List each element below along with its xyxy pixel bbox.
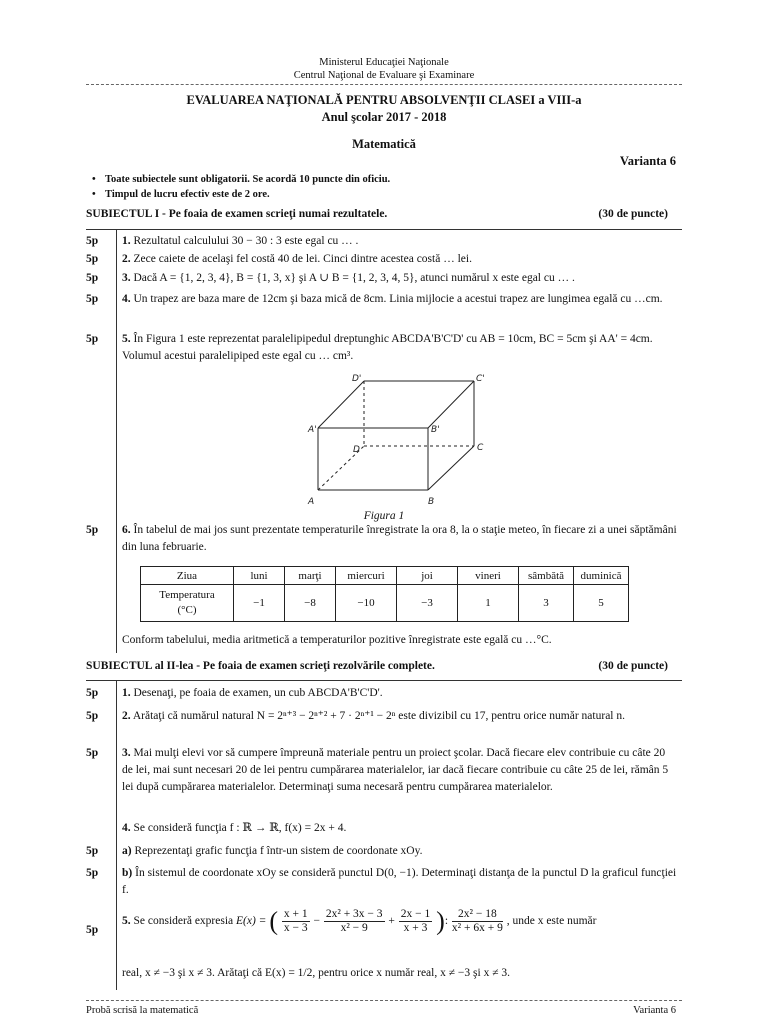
- close-paren: ): [436, 906, 445, 936]
- item-points: 5p: [86, 867, 99, 879]
- section1-points: (30 de puncte): [598, 208, 668, 220]
- item-points: 5p: [86, 333, 99, 345]
- item-points: 5p: [86, 272, 99, 284]
- item-number: 2.: [122, 253, 131, 265]
- table-cell: −10: [336, 585, 397, 622]
- item-number: 4.: [122, 822, 131, 834]
- item-text: În sistemul de coordonate xOy se consideră punctul D(0, −1). Determinaţi distanţa de la punctul D la graficul funcţiei f.: [122, 867, 677, 896]
- table-cell: sâmbătă: [519, 567, 574, 585]
- item-text: Se consideră expresia: [133, 915, 234, 928]
- table-header-cell: [141, 585, 234, 622]
- item-text: Arătaţi că numărul natural N = 2ⁿ⁺³ − 2ⁿ⁺² + 7 · 2ⁿ⁺¹ − 2ⁿ este divizibil cu 17, pentru orice număr natural n.: [132, 710, 625, 722]
- item-text: Un trapez are baza mare de 12cm şi baza mică de 8cm. Linia mijlocie a acestui trapez are lungimea egală cu …cm.: [133, 293, 663, 305]
- item-number: 3.: [122, 272, 131, 284]
- section1-top-rule: [86, 229, 682, 230]
- item-points: 5p: [86, 924, 99, 936]
- figure-caption: Figura 1: [363, 510, 405, 522]
- expression-lhs: E(x) =: [236, 915, 267, 928]
- table-cell: vineri: [458, 567, 519, 585]
- fraction-denominator: x² − 9: [340, 922, 368, 934]
- item-points: 5p: [86, 845, 99, 857]
- table-cell: marţi: [285, 567, 336, 585]
- section2-title-text: SUBIECTUL al II-lea - Pe foaia de examen scrieţi rezolvările complete.: [86, 660, 435, 672]
- item-points: 5p: [86, 747, 99, 759]
- edge-B1C1: [428, 381, 474, 428]
- table-cell: −3: [397, 585, 458, 622]
- table-cell: duminică: [574, 567, 629, 585]
- item-number: 2.: [122, 710, 131, 722]
- vertex-A: A: [308, 497, 315, 507]
- item-points: 5p: [86, 524, 99, 536]
- table-cell: 5: [574, 585, 629, 622]
- vertex-D1: D': [352, 374, 362, 384]
- section2-title: [86, 660, 668, 672]
- cuboid-figure: [306, 372, 496, 508]
- table-cell: 1: [458, 585, 519, 622]
- item-number: 1.: [122, 687, 131, 699]
- item-text: Dacă A = {1, 2, 3, 4}, B = {1, 3, x} şi A ∪ B = {1, 2, 3, 4, 5}, atunci numărul x este egal cu … .: [133, 272, 575, 284]
- item-points: 5p: [86, 235, 99, 247]
- fraction-numerator: 2x² + 3x − 3: [325, 908, 383, 920]
- table-cell: 3: [519, 585, 574, 622]
- item-text: Conform tabelului, media aritmetică a temperaturilor pozitive înregistrate este egală cu …°C.: [122, 634, 552, 646]
- vertex-D: D: [353, 445, 360, 455]
- rule-item: • Timpul de lucru efectiv este de 2 ore.: [92, 187, 390, 202]
- ministry-name: Ministerul Educaţiei Naţionale: [319, 57, 449, 68]
- vertex-C: C: [477, 443, 484, 453]
- section1-margin-rule: [116, 229, 117, 653]
- section2-top-rule: [86, 680, 682, 681]
- fraction-numerator: 2x² − 18: [452, 908, 503, 922]
- exam-title: EVALUAREA NAŢIONALĂ PENTRU ABSOLVENŢII CLASEI a VIII-a: [186, 93, 582, 107]
- item-number: 1.: [122, 235, 131, 247]
- table-cell: joi: [397, 567, 458, 585]
- item-points: 5p: [86, 293, 99, 305]
- rule-item: • Toate subiectele sunt obligatorii. Se acordă 10 puncte din oficiu.: [92, 172, 390, 187]
- open-paren: (: [269, 906, 278, 936]
- footer-variant: Varianta 6: [633, 1005, 676, 1016]
- item-number: 3.: [122, 747, 131, 759]
- fraction-denominator: x² + 6x + 9: [451, 922, 503, 934]
- edge-BC: [428, 446, 474, 490]
- exam-rules: [92, 172, 390, 202]
- fraction-3: [399, 908, 433, 935]
- item-number: a): [122, 845, 132, 857]
- table-cell: luni: [234, 567, 285, 585]
- footer-divider: [86, 1000, 682, 1001]
- table-cell: miercuri: [336, 567, 397, 585]
- vertex-C1: C': [476, 374, 485, 384]
- temperature-table: [140, 566, 629, 622]
- item-text: Mai mulţi elevi vor să cumpere împreună materiale pentru un proiect şcolar. Dacă fiecare elev contribuie cu câte 20 de lei, mai sunt necesari 20 de lei pentru cumpărarea materialelor, iar dacă fiecare contribuie cu câte 25 de lei, rămân 5 lei după cumpărarea materialelor. Determinaţi suma necesară pentru cumpărarea materialelor.: [122, 747, 669, 793]
- fraction-numerator: 2x − 1: [400, 908, 431, 920]
- item-number: b): [122, 867, 133, 879]
- item-text: Reprezentaţi grafic funcţia f într-un sistem de coordonate xOy.: [134, 845, 423, 857]
- fraction-numerator: x + 1: [283, 908, 308, 920]
- school-year: Anul şcolar 2017 - 2018: [321, 110, 447, 124]
- section1-title: [86, 208, 668, 220]
- table-cell: −8: [285, 585, 336, 622]
- temperature-label: Temperatura: [159, 589, 215, 601]
- subject-title: Matematică: [352, 137, 416, 151]
- item-text: În tabelul de mai jos sunt prezentate temperaturile înregistrate la ora 8, la o staţie meteo, în fiecare zi a unei săptămâni din luna februarie.: [122, 524, 677, 553]
- vertex-B1: B': [431, 425, 440, 435]
- item-text: Desenaţi, pe foaia de examen, un cub ABCDA'B'C'D'.: [133, 687, 383, 699]
- item-number: 5.: [122, 915, 131, 928]
- item-points: 5p: [86, 687, 99, 699]
- section2-margin-rule: [116, 680, 117, 990]
- item-text: real, x ≠ −3 şi x ≠ 3. Arătaţi că E(x) = 1/2, pentru orice x număr real, x ≠ −3 şi x ≠ 3.: [122, 967, 511, 979]
- item-points: 5p: [86, 253, 99, 265]
- fraction-4: [452, 908, 503, 935]
- edge-A1D1: [318, 381, 364, 428]
- vertex-A1: A': [308, 425, 317, 435]
- vertex-B: B: [428, 497, 435, 507]
- table-header-cell: Ziua: [141, 567, 234, 585]
- exam-page: Ministerul Educaţiei Naţionale Centrul Naţional de Evaluare şi Examinare EVALUAREA NAŢIONALĂ PENTRU ABSOLVENŢII CLASEI a VIII-a Anul şcolar 2017 - 2018 Matematică Varianta 6 • Toate subiectele sunt obligatorii. Se acordă 10 puncte din oficiu. • Timpul de lucru efectiv este de 2 ore. SUBIECTUL I - Pe foaia de examen scrieţi numai rezultatele. (30 de puncte) 5p 1. Rezultatul calculului 30 − 30 : 3 este egal cu … . 5p 2. Zece caiete de acelaşi fel costă 40 de lei. Cinci dintre acestea costă … lei. 5p 3. Dacă A = {1, 2, 3, 4}, B = {1, 3, x} şi A ∪ B = {1, 2, 3, 4, 5}, atunci numărul x este egal cu … . 5p 4. Un trapez are baza mare de 12cm şi baza mică de 8cm. Linia mijlocie a acestui trapez are lungimea egală cu …cm. 5p 5. În Figura 1 este reprezentat paralelipipedul dreptunghic ABCDA'B'C'D' cu AB = 10cm, BC = 5cm şi AA' = 4cm. Volumul acestui paralelipiped este egal cu … cm³. A B C D A' B' C' D' Figura 1 5p 6. În tabelul de mai jos sunt prezentate temperaturile înregistrate la ora 8, la o staţie meteo, în fiecare zi a unei săptămâni din luna februarie. Ziua luni marţi miercuri joi vineri sâmbătă duminică Temperatura (°C) −1 −8 −10 −3 1 3 5 Conform tabelului, media aritmetică a temperaturilor pozitive înregistrate este egală cu …°C. SUBIECTUL al II-lea - Pe foaia de examen scrieţi rezolvările complete. (30 de puncte) 5p 1. Desenaţi, pe foaia de examen, un cub ABCDA'B'C'D'. 5p 2. Arătaţi că numărul natural N = 2ⁿ⁺³ − 2ⁿ⁺² + 7 · 2ⁿ⁺¹ − 2ⁿ este divizibil cu 17, pentru orice număr natural n. 5p 3. Mai mulţi elevi vor să cumpere împreună materiale pentru un proiect şcolar. Dacă fiecare elev contribuie cu câte 20 de lei, mai sunt necesari 20 de lei pentru cumpărarea materialelor, iar dacă fiecare contribuie cu câte 25 de lei, rămân 5 lei după cumpărarea materialelor. Determinaţi suma necesară pentru cumpărarea materialelor. 4. Se consideră funcţia f : ℝ → ℝ, f(x) = 2x + 4. 5p a) Reprezentaţi grafic funcţia f într-un sistem de coordonate xOy. 5p b) În sistemul de coordonate xOy se consideră punctul D(0, −1). Determinaţi distanţa de la punctul D la graficul funcţiei f. 5p 5. Se consideră expresia E(x) = ( $\frac{x + 1}{x - 3}$ − $\frac{\text{2x² + 3x − 3}}{\text{x² − 9}}$ + $\frac{2x - 1}{x + 3}$ ): $\frac{\text{2x² − 18}}{\text{x² + 6x + 9}}$ , unde x este număr real, x ≠ −3 şi x ≠ 3. Arătaţi că E(x) = 1/2, pentru orice x număr real, x ≠ −3 şi x ≠ 3. Probă scrisă la matematică Varianta 6: [0, 0, 768, 1024]
- expression-tail: , unde x este număr: [506, 915, 597, 928]
- table-row: [141, 567, 629, 585]
- center-name: Centrul Naţional de Evaluare şi Examinare: [293, 70, 475, 81]
- item-text: Rezultatul calculului 30 − 30 : 3 este egal cu … .: [133, 235, 359, 247]
- section1-title-text: SUBIECTUL I - Pe foaia de examen scrieţi numai rezultatele.: [86, 208, 388, 220]
- fraction-2: [324, 908, 385, 935]
- item-text: Zece caiete de acelaşi fel costă 40 de lei. Cinci dintre acestea costă … lei.: [133, 253, 472, 265]
- table-row: [141, 585, 629, 622]
- section2-points: (30 de puncte): [598, 660, 668, 672]
- variant-label: Varianta 6: [619, 154, 676, 168]
- header-divider: [86, 84, 682, 85]
- item-number: 4.: [122, 293, 131, 305]
- item-number: 5.: [122, 333, 131, 345]
- footer-left: Probă scrisă la matematică: [86, 1005, 199, 1016]
- item-number: 6.: [122, 524, 131, 536]
- fraction-1: [282, 908, 310, 935]
- item-text: În Figura 1 este reprezentat paralelipipedul dreptunghic ABCDA'B'C'D' cu AB = 10cm, BC = 5cm şi AA' = 4cm. Volumul acestui paralelipiped este egal cu … cm³.: [122, 333, 653, 362]
- table-cell: −1: [234, 585, 285, 622]
- temperature-unit: (°C): [177, 604, 197, 616]
- item-points: 5p: [86, 710, 99, 722]
- item-text: Se consideră funcţia f : ℝ → ℝ, f(x) = 2x + 4.: [133, 822, 347, 834]
- fraction-denominator: x + 3: [403, 922, 428, 934]
- fraction-denominator: x − 3: [283, 922, 308, 934]
